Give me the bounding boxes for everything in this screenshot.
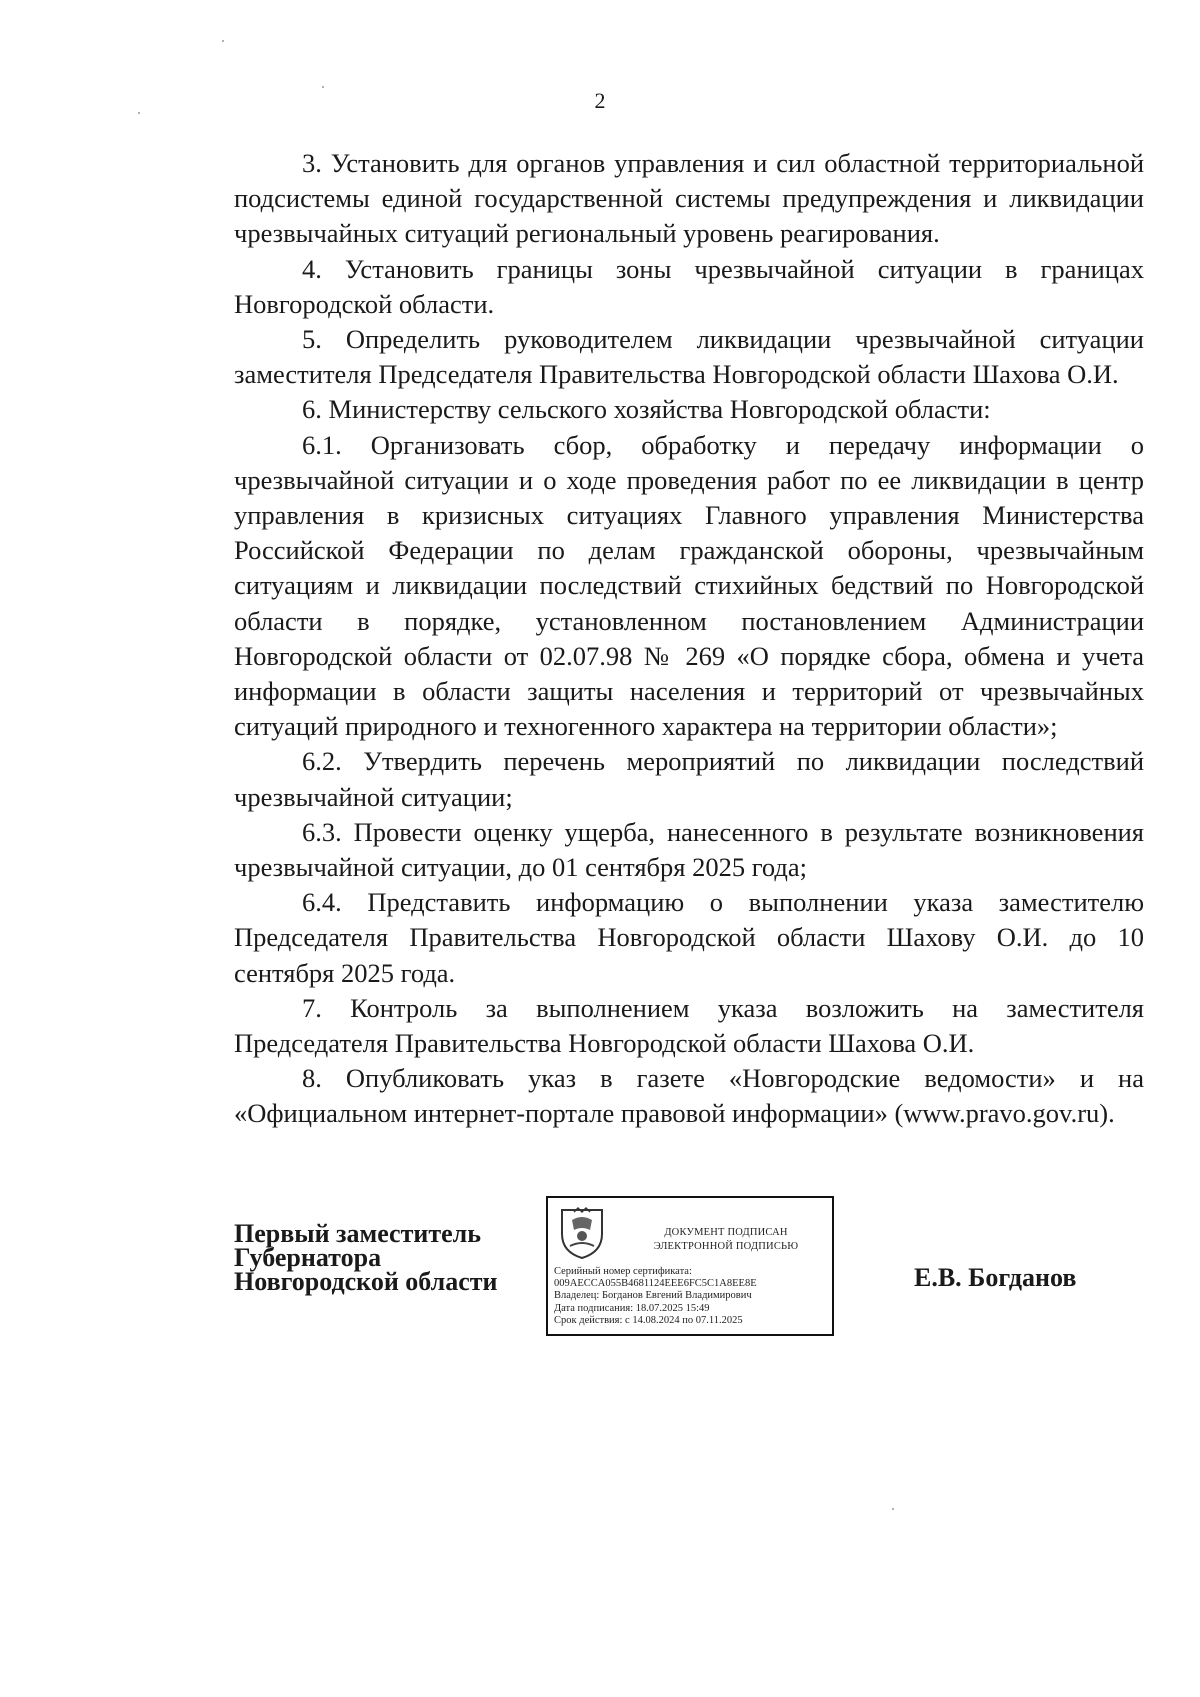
stamp-header <box>622 1226 830 1254</box>
stamp-owner: Владелец: Богданов Евгений Владимирович <box>554 1290 752 1302</box>
stamp-header-line: ДОКУМЕНТ ПОДПИСАН <box>664 1227 788 1238</box>
paragraph-7: 7. Контроль за выполнением указа возложить на заместителя Председателя Правительства Новгородской области Шахова О.И. <box>234 992 1144 1059</box>
paragraph-6-1: 6.1. Организовать сбор, обработку и передачу информации о чрезвычайной ситуации и о ходе проведения работ по ее ликвидации в центр управления в кризисных ситуациях Главного управления Министерства Российской Федерации по делам гражданской обороны, чрезвычайным ситуациям и ликвидации последствий стихийных бедствий по Новгородской области в порядке, установленном постановлением Администрации Новгородской области от 02.07.98 № 269 «О порядке сбора, обмена и учета информации в области защиты населения и территорий от чрезвычайных ситуаций природного и техногенного характера на территории области»; <box>234 429 1144 742</box>
paragraph-6-2: 6.2. Утвердить перечень мероприятий по ликвидации последствий чрезвычайной ситуации; <box>234 746 1144 812</box>
scan-artifact <box>892 1508 894 1510</box>
scan-artifact <box>138 112 140 114</box>
paragraph-6-3: 6.3. Провести оценку ущерба, нанесенного в результате возникновения чрезвычайной ситуации, до 01 сентября 2025 года; <box>234 816 1144 883</box>
paragraph-5: 5. Определить руководителем ликвидации чрезвычайной ситуации заместителя Председателя Правительства Новгородской области Шахова О.И. <box>234 324 1144 390</box>
coat-of-arms-icon <box>558 1206 606 1260</box>
page-number: 2 <box>594 88 606 113</box>
document-body <box>234 146 1144 1132</box>
signatory-title-line: Новгородской области <box>234 1267 498 1296</box>
stamp-header-line: ЭЛЕКТРОННОЙ ПОДПИСЬЮ <box>653 1241 799 1252</box>
stamp-details <box>554 1266 830 1327</box>
scan-artifact <box>322 86 324 88</box>
stamp-serial-number: 009AECCA055B4681124EEE6FC5C1A8EE8E <box>554 1278 757 1290</box>
stamp-validity: Срок действия: с 14.08.2024 по 07.11.2025 <box>554 1314 743 1326</box>
paragraph-6: 6. Министерству сельского хозяйства Новгородской области: <box>302 394 991 425</box>
signatory-title <box>234 1219 524 1296</box>
stamp-serial-label: Серийный номер сертификата: <box>554 1266 692 1277</box>
paragraph-3: 3. Установить для органов управления и сил областной территориальной подсистемы единой государственной системы предупреждения и ликвидации чрезвычайных ситуаций региональный уровень реагирования. <box>234 148 1144 249</box>
paragraph-4: 4. Установить границы зоны чрезвычайной ситуации в границах Новгородской области. <box>234 253 1144 319</box>
electronic-signature-stamp <box>546 1196 834 1336</box>
stamp-sign-date: Дата подписания: 18.07.2025 15:49 <box>554 1302 710 1314</box>
paragraph-8: 8. Опубликовать указ в газете «Новгородские ведомости» и на «Официальном интернет-портале правовой информации» (www.pravo.gov.ru). <box>234 1063 1144 1129</box>
signatory-title-line: Губернатора <box>234 1243 382 1272</box>
paragraph-6-4: 6.4. Представить информацию о выполнении указа заместителю Председателя Правительства Новгородской области Шахову О.И. до 10 сентября 2025 года. <box>234 887 1144 988</box>
signatory-title-line: Первый заместитель <box>234 1219 481 1248</box>
signatory-name: Е.В. Богданов <box>914 1263 1077 1292</box>
scan-artifact <box>222 40 224 42</box>
